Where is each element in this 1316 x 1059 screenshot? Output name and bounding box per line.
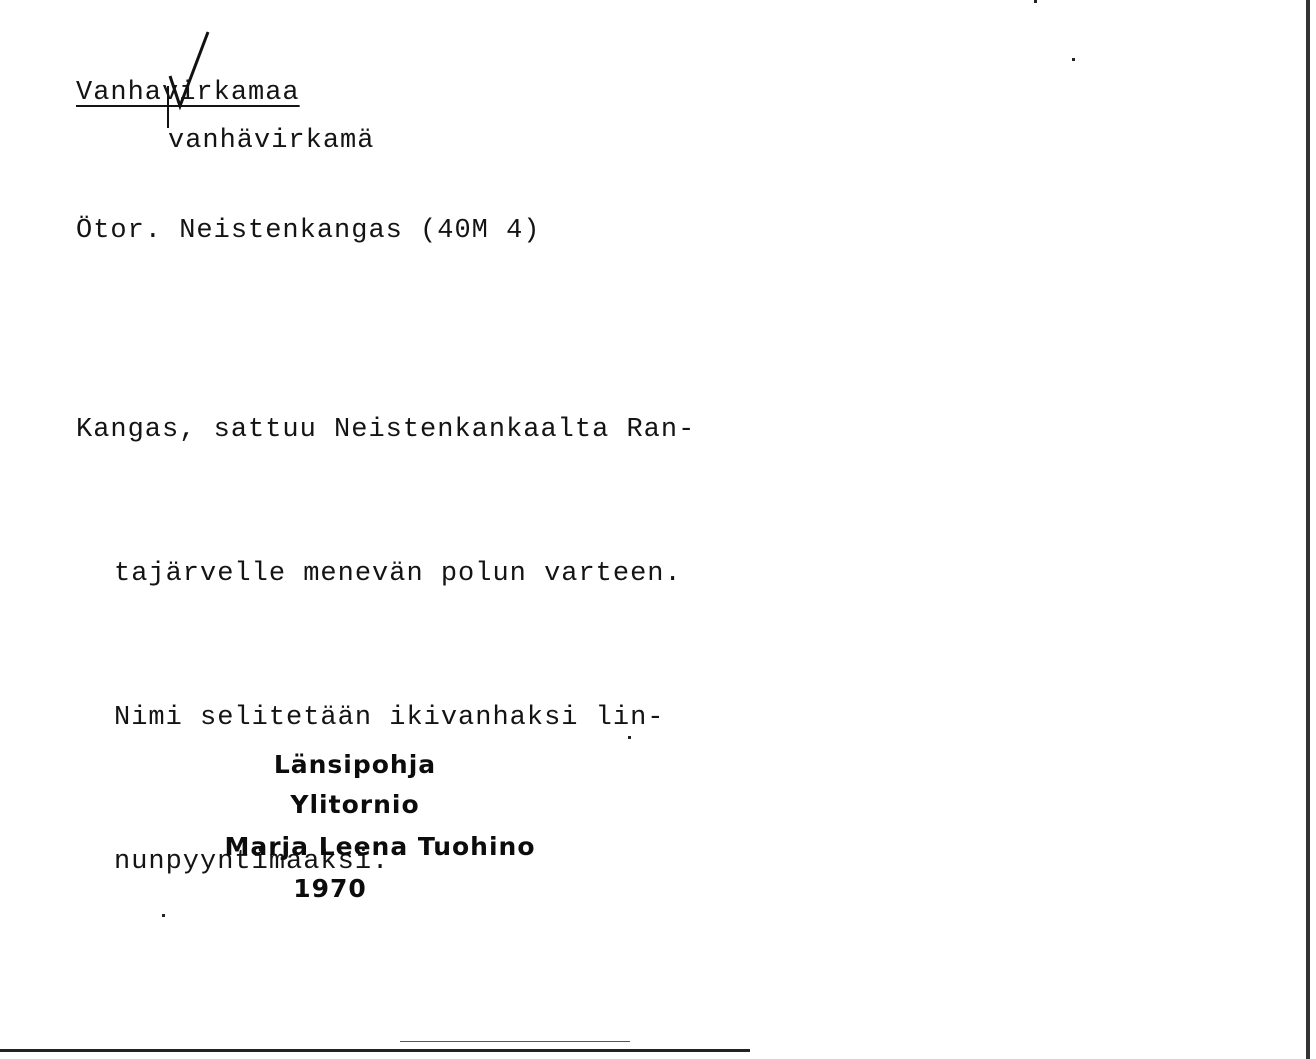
speck — [1072, 58, 1075, 61]
card-bottom-edge-faint — [400, 1041, 630, 1042]
checkmark-icon — [160, 28, 220, 128]
stamp-year: 1970 — [293, 874, 367, 903]
speck — [162, 914, 165, 917]
stamp-parish: Ylitornio — [290, 790, 420, 819]
stamp-region: Länsipohja — [273, 750, 437, 779]
description-line: Nimi selitetään ikivanhaksi lin- — [114, 703, 665, 733]
description-line: tajärvelle menevän polun varteen. — [114, 559, 682, 589]
normalized-form: vanhävirkamä — [168, 126, 375, 156]
card-bottom-edge — [0, 1049, 750, 1052]
stamp-collector: Marja Leena Tuohino — [224, 832, 536, 861]
description-line: nunpyyntimaaksi. — [114, 847, 390, 877]
source-reference: Ötor. Neistenkangas (40M 4) — [76, 216, 541, 246]
description-line: Kangas, sattuu Neistenkankaalta Ran- — [76, 415, 696, 445]
speck — [1034, 0, 1037, 3]
card-right-edge — [1306, 0, 1310, 1059]
speck — [628, 736, 631, 739]
headword: Vanhavirkamaa — [76, 78, 300, 108]
